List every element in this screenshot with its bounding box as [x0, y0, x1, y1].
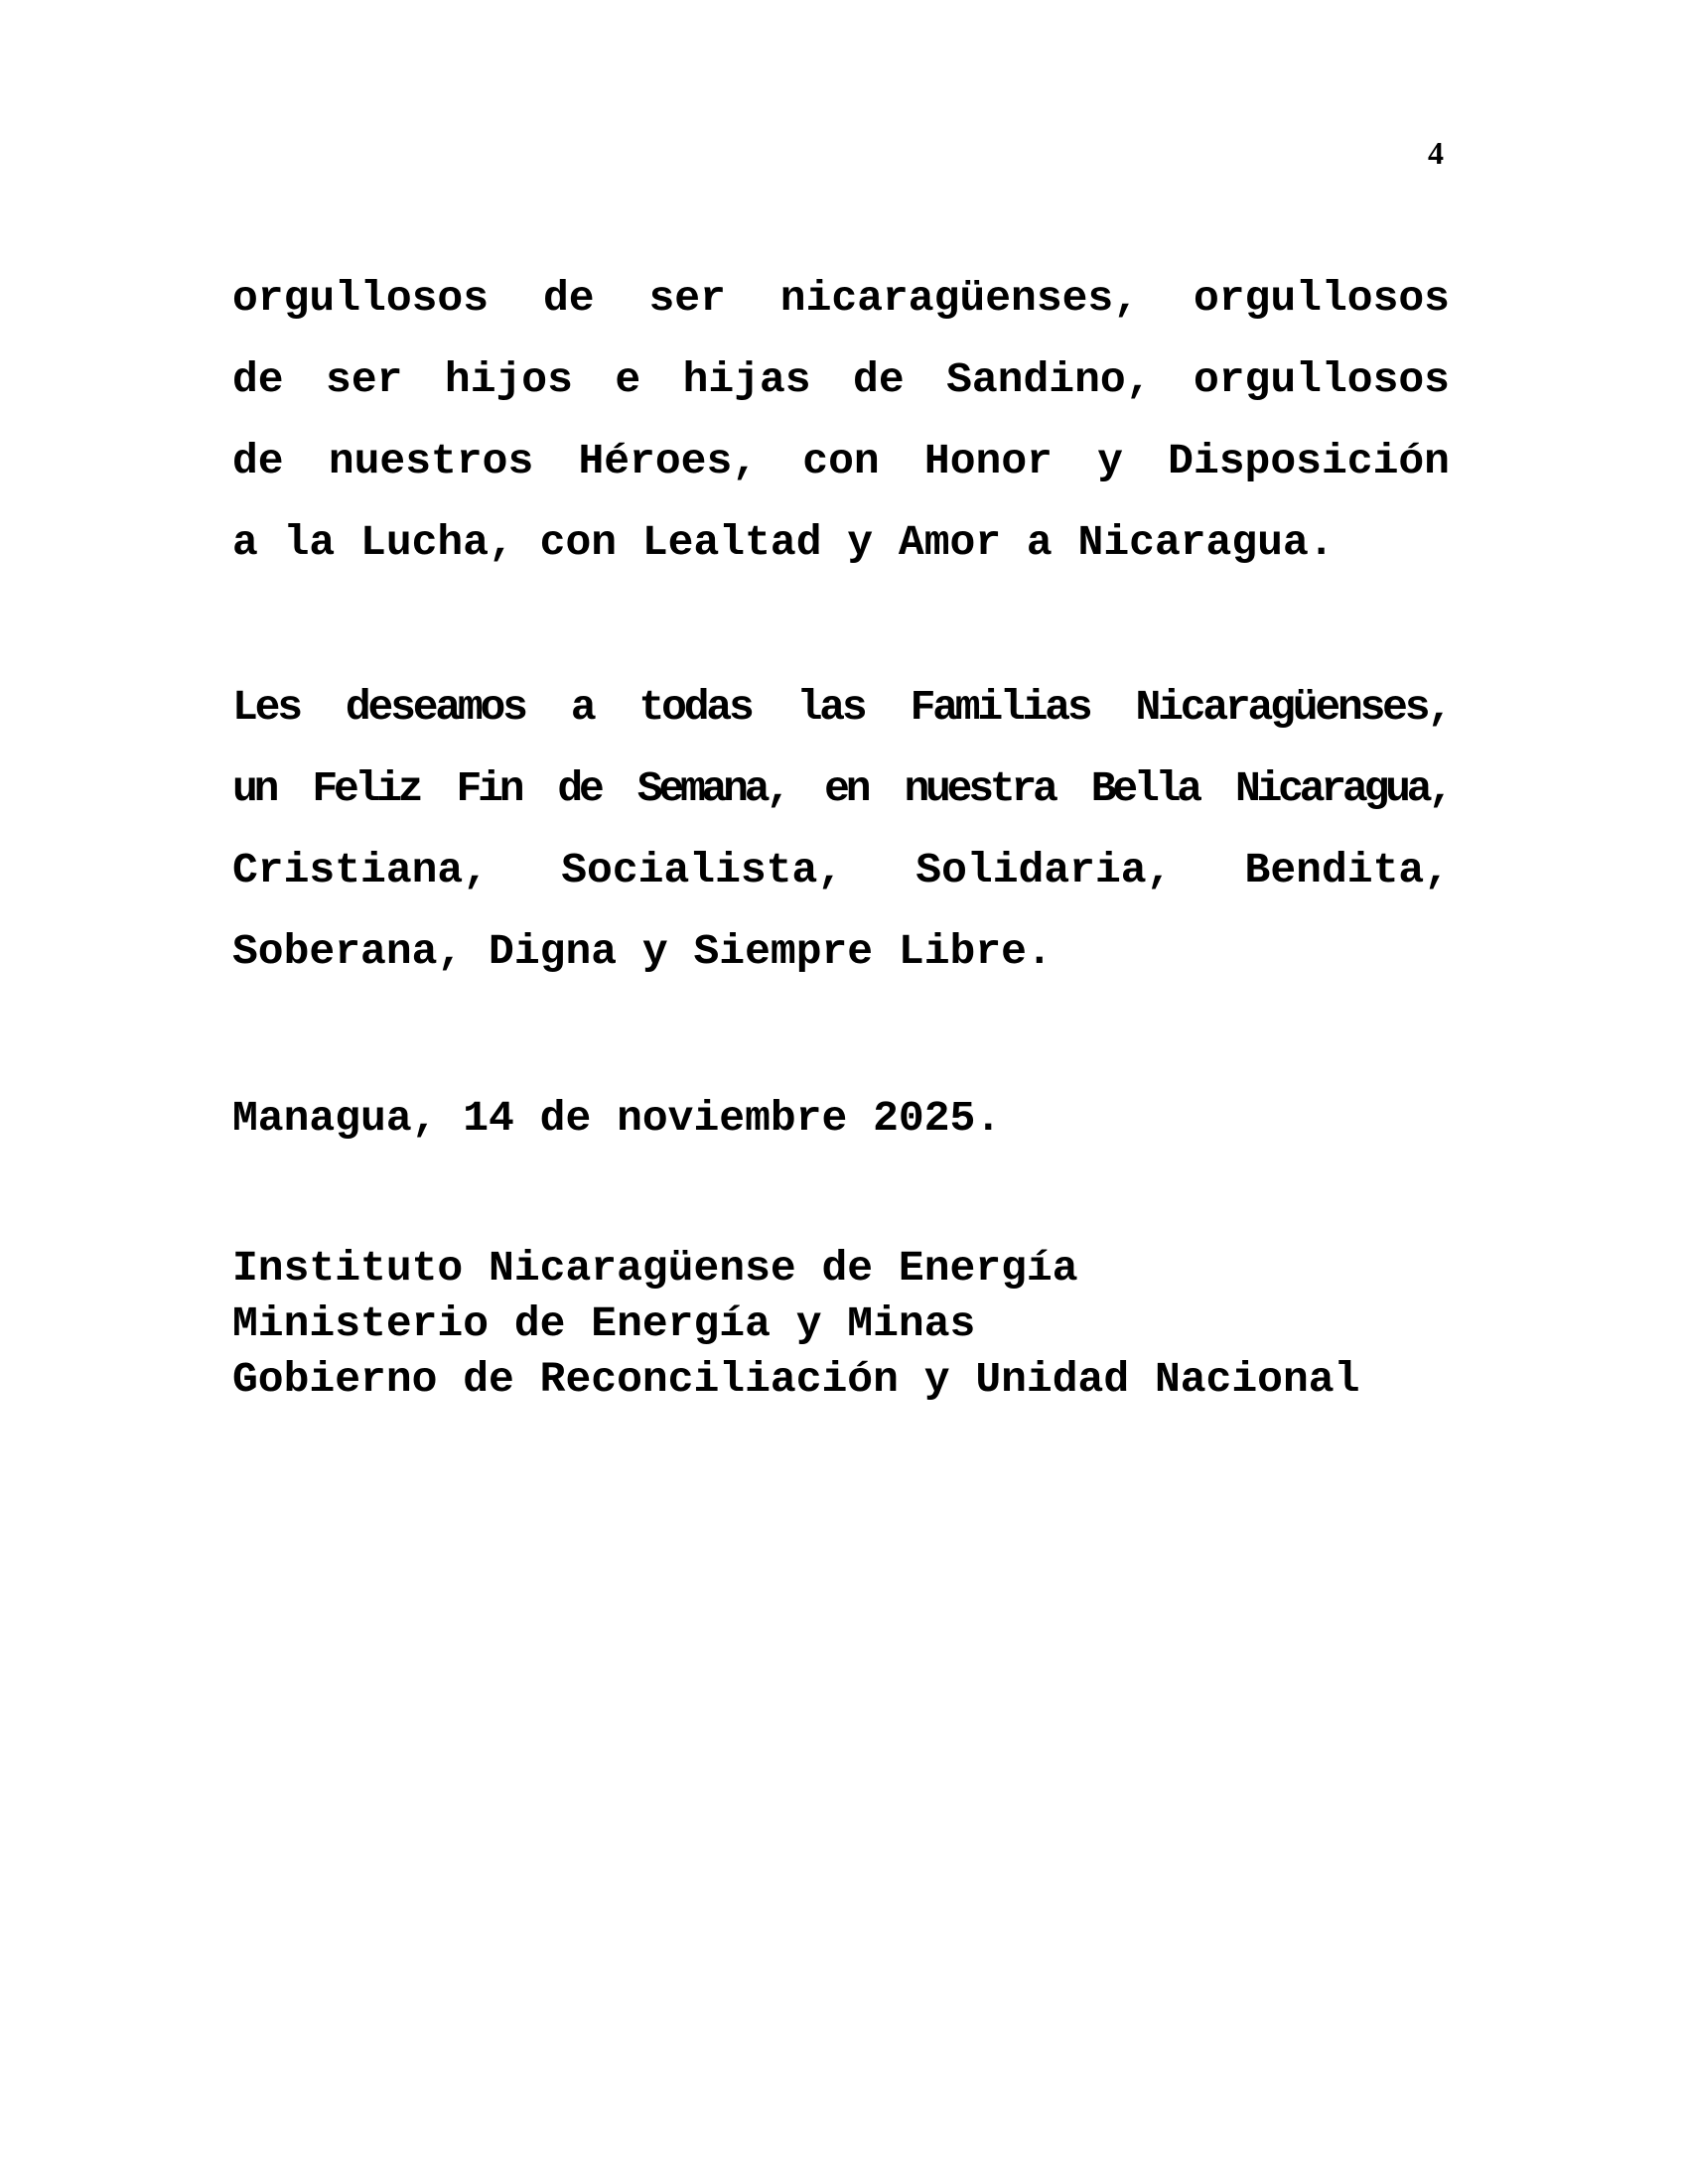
closing-date: Managua, 14 de noviembre 2025.: [232, 1094, 1002, 1143]
paragraph-line: de ser hijos e hijas de Sandino, orgullosos: [232, 355, 1450, 404]
signature-line: Instituto Nicaragüense de Energía: [232, 1244, 1078, 1293]
paragraph-line: a la Lucha, con Lealtad y Amor a Nicaragua.: [232, 518, 1335, 567]
paragraph-line: orgullosos de ser nicaragüenses, orgullosos: [232, 274, 1450, 323]
paragraph-line: Cristiana, Socialista, Solidaria, Bendita,: [232, 846, 1450, 894]
paragraph-line: Les deseamos a todas las Familias Nicaragüenses,: [232, 683, 1450, 732]
paragraph-line: de nuestros Héroes, con Honor y Disposición: [232, 437, 1450, 485]
page-number: 4: [1428, 135, 1444, 171]
paragraph-line: Soberana, Digna y Siempre Libre.: [232, 927, 1053, 976]
paragraph-pride: [232, 258, 1450, 584]
signature-line: Ministerio de Energía y Minas: [232, 1299, 976, 1348]
paragraph-wishes: [232, 667, 1450, 993]
signature-line: Gobierno de Reconciliación y Unidad Nacional: [232, 1355, 1360, 1404]
paragraph-line: un Feliz Fin de Semana, en nuestra Bella Nicaragua,: [232, 764, 1450, 813]
signature-block: [232, 1241, 1359, 1408]
